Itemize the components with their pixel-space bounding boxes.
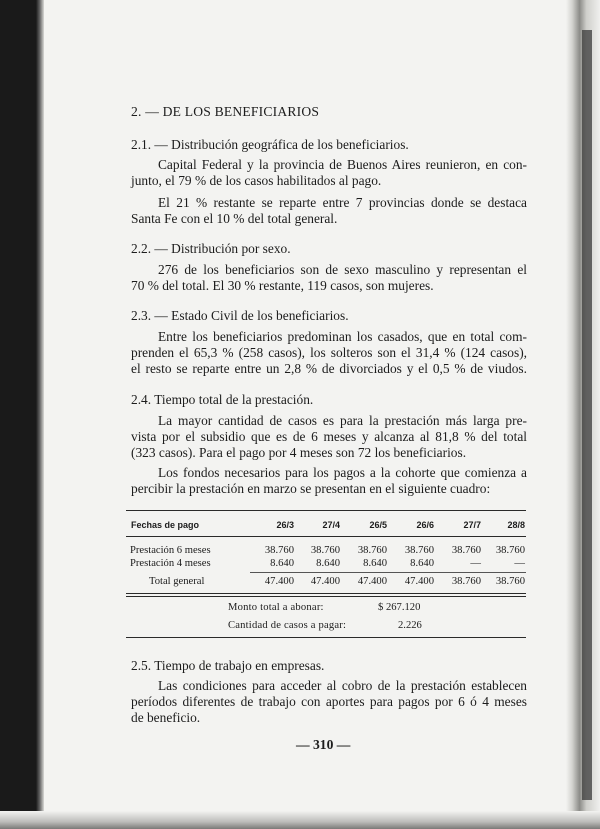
paragraph-line: prenden el 65,3 % (258 casos), los solteros son el 31,4 % (124 casos),: [131, 345, 527, 360]
table-cell: 8.640: [363, 558, 387, 569]
paragraph-line: La mayor cantidad de casos es para la prestación más larga pre-: [158, 413, 527, 428]
paragraph-line: Los fondos necesarios para los pagos a la cohorte que comienza a: [158, 465, 527, 480]
paragraph-line: El 21 % restante se reparte entre 7 provincias donde se destaca: [158, 195, 527, 210]
table-cell: 47.400: [357, 576, 387, 587]
subsection-title-2-5: 2.5. Tiempo de trabajo en empresas.: [131, 658, 325, 673]
table-date-header: 28/8: [507, 520, 525, 530]
table-cell: 38.760: [495, 576, 525, 587]
table-cell: 38.760: [495, 545, 525, 556]
table-date-header: 27/7: [463, 520, 481, 530]
table-cell: 47.400: [404, 576, 434, 587]
table-date-header: 26/3: [276, 520, 294, 530]
table-date-header: 27/4: [322, 520, 340, 530]
table-cell: 47.400: [264, 576, 294, 587]
table-double-rule: [126, 596, 526, 597]
table-row-label: Total general: [149, 576, 205, 587]
table-bottom-rule: [126, 637, 526, 638]
table-cell: —: [514, 558, 525, 569]
paragraph-line: Capital Federal y la provincia de Buenos Aires reunieron, en con-: [158, 157, 527, 172]
paragraph-line: Las condiciones para acceder al cobro de la prestación establecen: [158, 678, 527, 693]
table-date-header: 26/6: [416, 520, 434, 530]
subsection-title-2-1: 2.1. — Distribución geográfica de los beneficiarios.: [131, 137, 409, 152]
paragraph-line: percibir la prestación en marzo se presentan en el siguiente cuadro:: [131, 481, 491, 496]
table-cell: 8.640: [410, 558, 434, 569]
paragraph-line: Entre los beneficiarios predominan los casados, que en total com-: [158, 329, 527, 344]
monto-value: $ 267.120: [378, 602, 421, 613]
table-cell: 38.760: [451, 545, 481, 556]
table-cell: 38.760: [404, 545, 434, 556]
table-date-header: 26/5: [369, 520, 387, 530]
table-cell: 8.640: [316, 558, 340, 569]
paragraph-line: (323 casos). Para el pago por 4 meses son 72 los beneficiarios.: [131, 445, 467, 460]
subsection-title-2-4: 2.4. Tiempo total de la prestación.: [131, 392, 314, 407]
table-header-rule: [126, 536, 526, 537]
table-header-label: Fechas de pago: [131, 520, 200, 530]
subsection-title-2-3: 2.3. — Estado Civil de los beneficiarios.: [131, 308, 349, 323]
paragraph-line: junto, el 79 % de los casos habilitados al pago.: [131, 173, 382, 188]
paragraph-line: el resto se reparte entre un 2,8 % de divorciados y el 0,5 % de viudos.: [131, 361, 527, 376]
table-rule: [126, 593, 526, 594]
page-number: — 310 —: [296, 737, 351, 752]
paragraph-line: 276 de los beneficiarios son de sexo masculino y representan el: [158, 262, 527, 277]
table-row-label: Prestación 4 meses: [130, 558, 211, 569]
paragraph-line: períodos diferentes de trabajo con aportes para pagos por 6 ó 4 meses: [131, 694, 527, 709]
subsection-title-2-2: 2.2. — Distribución por sexo.: [131, 241, 291, 256]
table-cell: 8.640: [270, 558, 294, 569]
table-cell: 47.400: [310, 576, 340, 587]
monto-label: Monto total a abonar:: [228, 602, 324, 613]
table-cell: 38.760: [357, 545, 387, 556]
cantidad-value: 2.226: [398, 620, 422, 631]
table-cell: 38.760: [264, 545, 294, 556]
table-cell: 38.760: [451, 576, 481, 587]
table-row-label: Prestación 6 meses: [130, 545, 211, 556]
section-heading: 2. — DE LOS BENEFICIARIOS: [131, 104, 320, 119]
table-cell: —: [470, 558, 481, 569]
table-cell: 38.760: [310, 545, 340, 556]
paragraph-line: Santa Fe con el 10 % del total general.: [131, 211, 338, 226]
paragraph-line: de beneficio.: [131, 710, 201, 725]
table-subtotal-rule: [250, 572, 526, 573]
paragraph-line: 70 % del total. El 30 % restante, 119 casos, son mujeres.: [131, 278, 434, 293]
cantidad-label: Cantidad de casos a pagar:: [228, 620, 347, 631]
table-top-rule: [126, 510, 526, 511]
paragraph-line: vista por el subsidio que es de 6 meses y alcanza al 81,8 % del total: [131, 429, 527, 444]
